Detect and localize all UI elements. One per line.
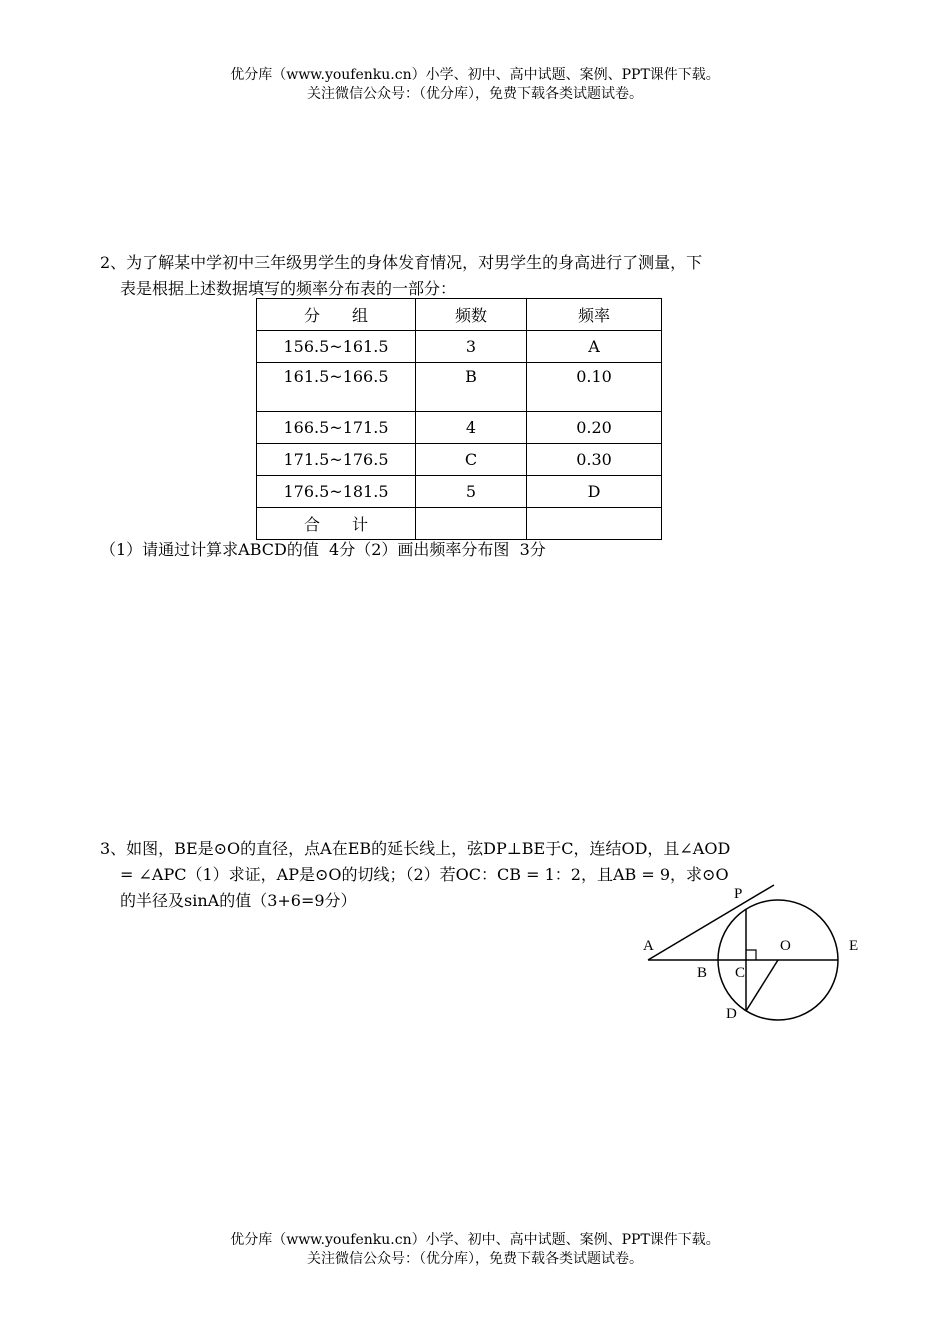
page-header: [0, 66, 950, 104]
cell-group: 156.5~161.5: [257, 331, 416, 363]
cell-group: 176.5~181.5: [257, 476, 416, 508]
tangent-ap: [648, 885, 774, 960]
cell-group: 171.5~176.5: [257, 444, 416, 476]
footer-line-1: 优分库（www.youfenku.cn）小学、初中、高中试题、案例、PPT课件下载。: [230, 1232, 720, 1248]
label-e: E: [849, 938, 859, 954]
cell-count: 5: [416, 476, 527, 508]
q2-line-1: 2、为了解某中学初中三年级男学生的身体发育情况，对男学生的身高进行了测量，下: [100, 253, 703, 272]
page-footer: [0, 1231, 950, 1269]
cell-frequency: A: [527, 331, 662, 363]
header-frequency: 频率: [527, 299, 662, 331]
cell-count: 3: [416, 331, 527, 363]
cell-group: 161.5~166.5: [257, 363, 416, 412]
cell-frequency: 0.10: [527, 363, 662, 412]
right-angle-mark: [746, 950, 756, 960]
cell-total-label: 合 计: [257, 508, 416, 540]
label-p: P: [734, 886, 743, 902]
geometry-figure: [630, 870, 870, 1030]
label-d: D: [726, 1006, 737, 1022]
q3-line-1: 3、如图，BE是⊙O的直径，点A在EB的延长线上，弦DP⊥BE于C，连结OD，且∠AOD: [100, 839, 731, 858]
q3-line-3: 的半径及sinA的值（3+6=9分）: [120, 891, 357, 910]
header-line-1: 优分库（www.youfenku.cn）小学、初中、高中试题、案例、PPT课件下载。: [230, 67, 720, 83]
question-2: [100, 250, 830, 302]
table-row: [257, 412, 662, 444]
cell-frequency: D: [527, 476, 662, 508]
table-row: [257, 476, 662, 508]
header-count: 频数: [416, 299, 527, 331]
table-header-row: [257, 299, 662, 331]
cell-total-frequency: [527, 508, 662, 540]
cell-total-count: [416, 508, 527, 540]
frequency-table: [256, 298, 662, 540]
table-row: [257, 444, 662, 476]
label-b: B: [697, 965, 708, 981]
header-group: 分 组: [257, 299, 416, 331]
cell-count: C: [416, 444, 527, 476]
table-row: [257, 331, 662, 363]
label-c: C: [735, 965, 746, 981]
label-a: A: [643, 938, 654, 954]
table-row: [257, 363, 662, 412]
label-o: O: [780, 938, 791, 954]
cell-group: 166.5~171.5: [257, 412, 416, 444]
q2-note: （1）请通过计算求ABCD的值 4分（2）画出频率分布图 3分: [100, 540, 546, 559]
table-total-row: [257, 508, 662, 540]
header-line-2: 关注微信公众号：（优分库），免费下载各类试题试卷。: [307, 86, 643, 102]
footer-line-2: 关注微信公众号：（优分库），免费下载各类试题试卷。: [307, 1251, 643, 1267]
q2-line-2: 表是根据上述数据填写的频率分布表的一部分：: [120, 279, 457, 298]
cell-frequency: 0.30: [527, 444, 662, 476]
segment-od: [746, 960, 778, 1011]
cell-count: 4: [416, 412, 527, 444]
cell-frequency: 0.20: [527, 412, 662, 444]
cell-count: B: [416, 363, 527, 412]
q3-line-2: = ∠APC（1）求证，AP是⊙O的切线；（2）若OC：CB = 1：2，且AB = 9，求⊙O: [120, 865, 729, 884]
